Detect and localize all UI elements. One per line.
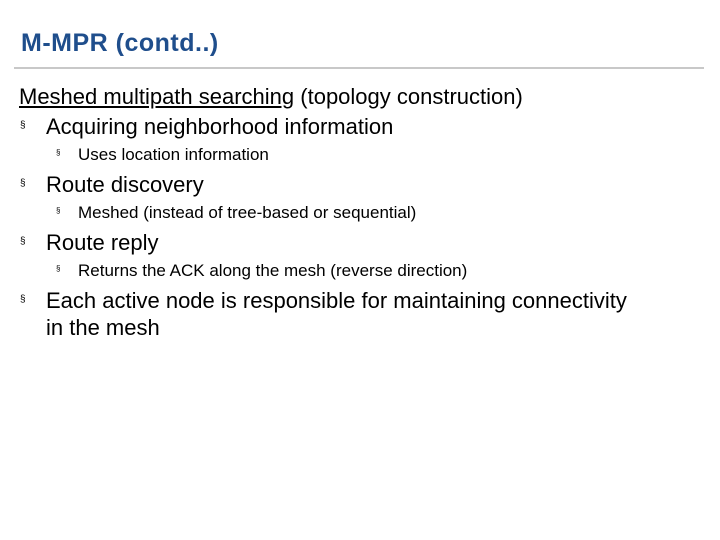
intro-rest-text: (topology construction)	[294, 84, 523, 109]
bullet-item-route-reply: Route reply	[46, 230, 159, 255]
bullet-icon: §	[20, 294, 26, 305]
bullet-icon: §	[20, 120, 26, 131]
bullet-item-active-node-continuation: in the mesh	[46, 315, 160, 340]
bullet-item-route-discovery: Route discovery	[46, 172, 204, 197]
title-divider	[14, 67, 704, 69]
intro-line	[19, 86, 523, 108]
sub-bullet-icon: §	[56, 148, 61, 157]
bullet-icon: §	[20, 236, 26, 247]
sub-bullet-icon: §	[56, 264, 61, 273]
bullet-item-acquiring: Acquiring neighborhood information	[46, 114, 394, 139]
sub-bullet-meshed: Meshed (instead of tree-based or sequential)	[78, 203, 417, 222]
sub-bullet-location: Uses location information	[78, 145, 269, 164]
sub-bullet-icon: §	[56, 206, 61, 215]
sub-bullet-returns-ack: Returns the ACK along the mesh (reverse direction)	[78, 261, 468, 280]
bullet-item-active-node: Each active node is responsible for maintaining connectivity	[46, 288, 627, 313]
bullet-icon: §	[20, 178, 26, 189]
slide-title: M-MPR (contd..)	[21, 29, 219, 57]
intro-underlined-text: Meshed multipath searching	[19, 84, 295, 109]
